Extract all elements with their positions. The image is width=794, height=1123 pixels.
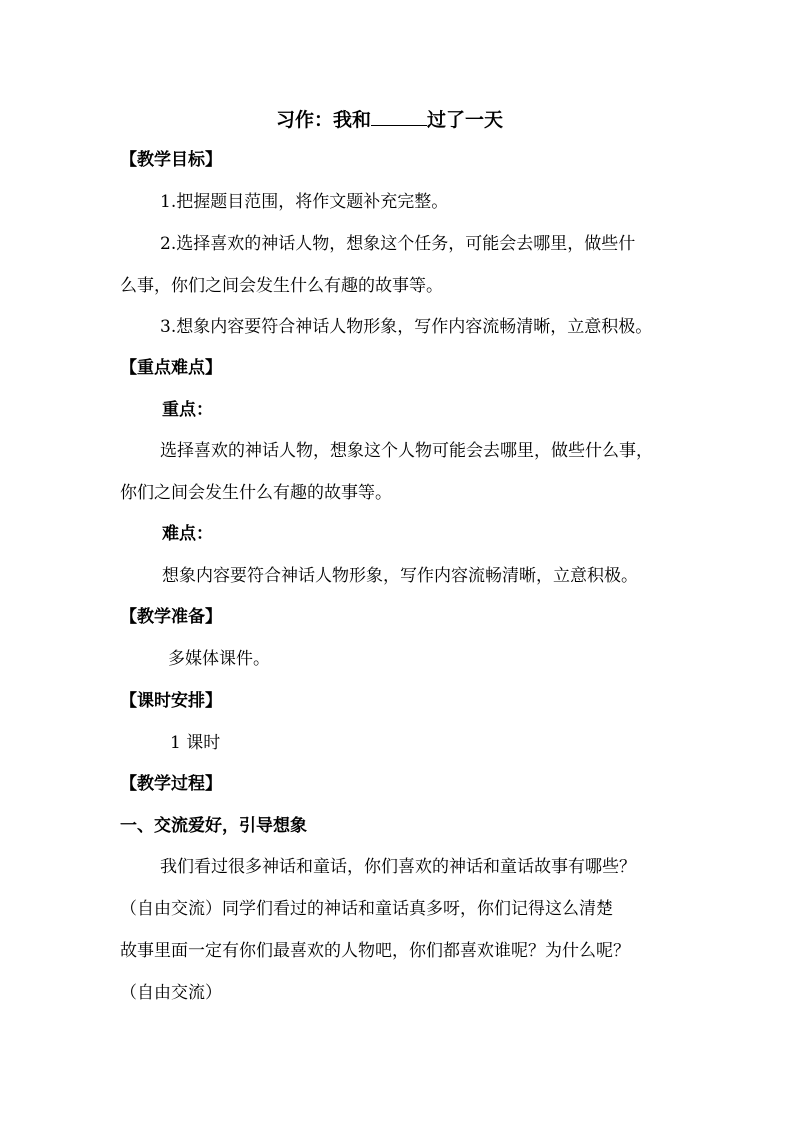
process-heading: 【教学过程】 [120,774,222,794]
schedule-heading: 【课时安排】 [120,691,222,711]
difficult-label: 难点： [162,524,213,544]
objectives-heading: 【教学目标】 [120,150,222,170]
prep-heading: 【教学准备】 [120,607,222,627]
schedule-text: 1 课时 [170,733,221,753]
title-prefix: 习作：我和 [276,109,372,131]
difficult-text: 想象内容要符合神话人物形象，写作内容流畅清晰，立意积极。 [162,566,638,586]
document-title [276,107,503,132]
key-text-line-2: 你们之间会发生什么有趣的故事等。 [120,483,392,503]
objective-2-line-1: 2.选择喜欢的神话人物，想象这个任务，可能会去哪里，做些什 [160,234,636,254]
step1-paragraph-line-4: （自由交流） [120,983,222,1003]
title-blank [371,107,427,126]
key-text-line-1: 选择喜欢的神话人物，想象这个人物可能会去哪里，做些什么事， [160,441,653,461]
objective-3: 3.想象内容要符合神话人物形象，写作内容流畅清晰，立意积极。 [160,317,653,337]
title-suffix: 过了一天 [427,109,504,131]
step1-heading: 一、交流爱好，引导想象 [120,816,307,836]
objective-1: 1.把握题目范围，将作文题补充完整。 [160,192,449,212]
step1-paragraph-line-2: （自由交流）同学们看过的神话和童话真多呀，你们记得这么清楚 [120,899,613,919]
prep-text: 多媒体课件。 [168,649,270,669]
step1-paragraph-line-3: 故事里面一定有你们最喜欢的人物吧，你们都喜欢谁呢？为什么呢？ [120,941,630,961]
objective-2-line-2: 么事，你们之间会发生什么有趣的故事等。 [120,276,443,296]
key-label: 重点： [162,400,213,420]
step1-paragraph-line-1: 我们看过很多神话和童话，你们喜欢的神话和童话故事有哪些？ [160,857,636,877]
keypoints-heading: 【重点难点】 [120,358,222,378]
